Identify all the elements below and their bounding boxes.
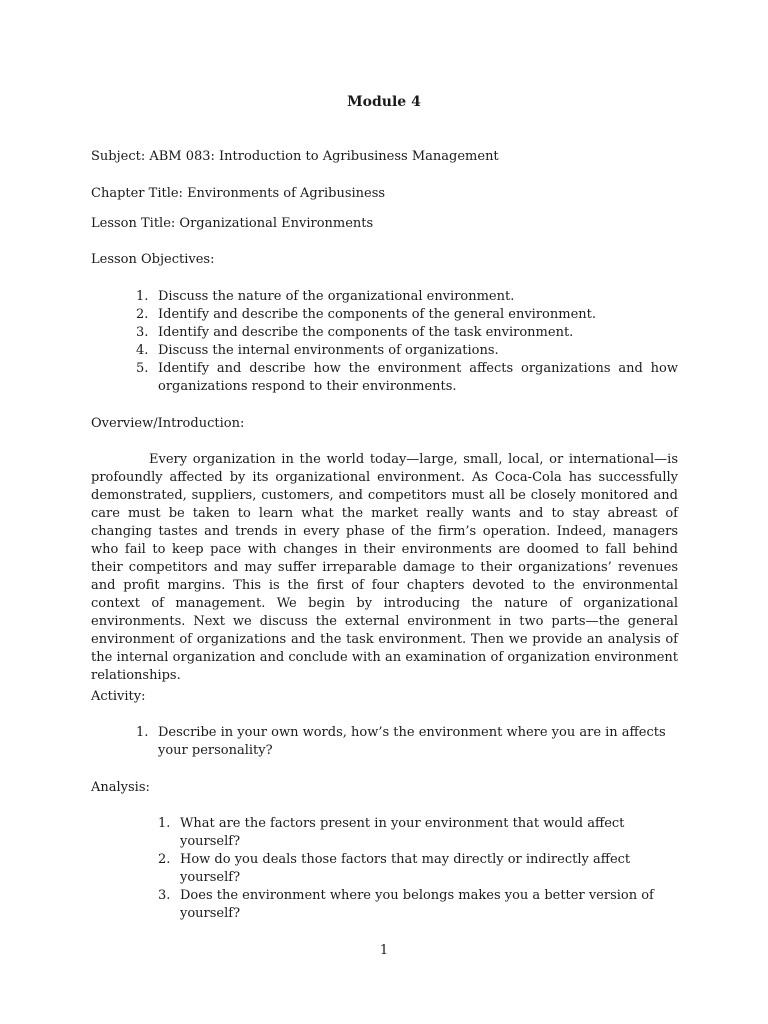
list-item [158, 851, 688, 887]
analysis-heading: Analysis: [91, 780, 150, 795]
list-item [136, 288, 678, 306]
item-text: How do you deals those factors that may directly or indirectly affect yourself? [180, 852, 631, 885]
list-item [136, 724, 666, 760]
list-item [136, 306, 678, 324]
activity-list [136, 724, 666, 760]
objectives-list [136, 288, 678, 396]
page-number: 1 [379, 943, 389, 958]
list-item [158, 887, 688, 923]
item-text: Discuss the internal environments of organizations. [158, 343, 499, 358]
subject-line: Subject: ABM 083: Introduction to Agribusiness Management [91, 149, 499, 164]
item-text: Discuss the nature of the organizational environment. [158, 289, 515, 304]
item-number: 4. [136, 343, 149, 358]
item-number: 2. [136, 307, 149, 322]
item-number: 1. [136, 289, 149, 304]
objectives-heading: Lesson Objectives: [91, 252, 215, 267]
item-text: Identify and describe the components of the task environment. [158, 325, 574, 340]
overview-heading: Overview/Introduction: [91, 416, 245, 431]
item-number: 3. [158, 888, 171, 903]
item-number: 2. [158, 852, 171, 867]
item-number: 1. [136, 725, 149, 740]
list-item [136, 360, 678, 396]
module-title: Module 4 [347, 94, 421, 110]
item-text: What are the factors present in your environment that would affect yourself? [180, 816, 625, 849]
item-text: Identify and describe the components of the general environment. [158, 307, 596, 322]
item-text: Describe in your own words, how’s the environment where you are in affects your personality? [158, 725, 666, 758]
item-number: 5. [136, 361, 149, 376]
item-text: Identify and describe how the environment affects organizations and how organizations respond to their environments. [158, 361, 678, 394]
list-item [136, 324, 678, 342]
activity-heading: Activity: [91, 689, 146, 704]
item-number: 1. [158, 816, 171, 831]
lesson-title: Lesson Title: Organizational Environments [91, 216, 374, 231]
chapter-title: Chapter Title: Environments of Agribusiness [91, 186, 386, 201]
list-item [136, 342, 678, 360]
analysis-list [158, 815, 688, 923]
item-number: 3. [136, 325, 149, 340]
item-text: Does the environment where you belongs makes you a better version of yourself? [180, 888, 654, 921]
overview-paragraph: Every organization in the world today—large, small, local, or international—is profoundly affected by its organizational environment. As Coca-Cola has successfully demonstrated, suppliers, customers, and competitors must all be closely monitored and care must be taken to learn what the market really wants and to stay abreast of changing tastes and trends in every phase of the firm’s operation. Indeed, managers who fail to keep pace with changes in their environments are doomed to fall behind their competitors and may suffer irreparable damage to their organizations’ revenues and profit margins. This is the first of four chapters devoted to the environmental context of management. We begin by introducing the nature of organizational environments. Next we discuss the external environment in two parts—the general environment of organizations and the task environment. Then we provide an analysis of the internal organization and conclude with an examination of organization environment relationships. [91, 452, 678, 683]
list-item [158, 815, 688, 851]
